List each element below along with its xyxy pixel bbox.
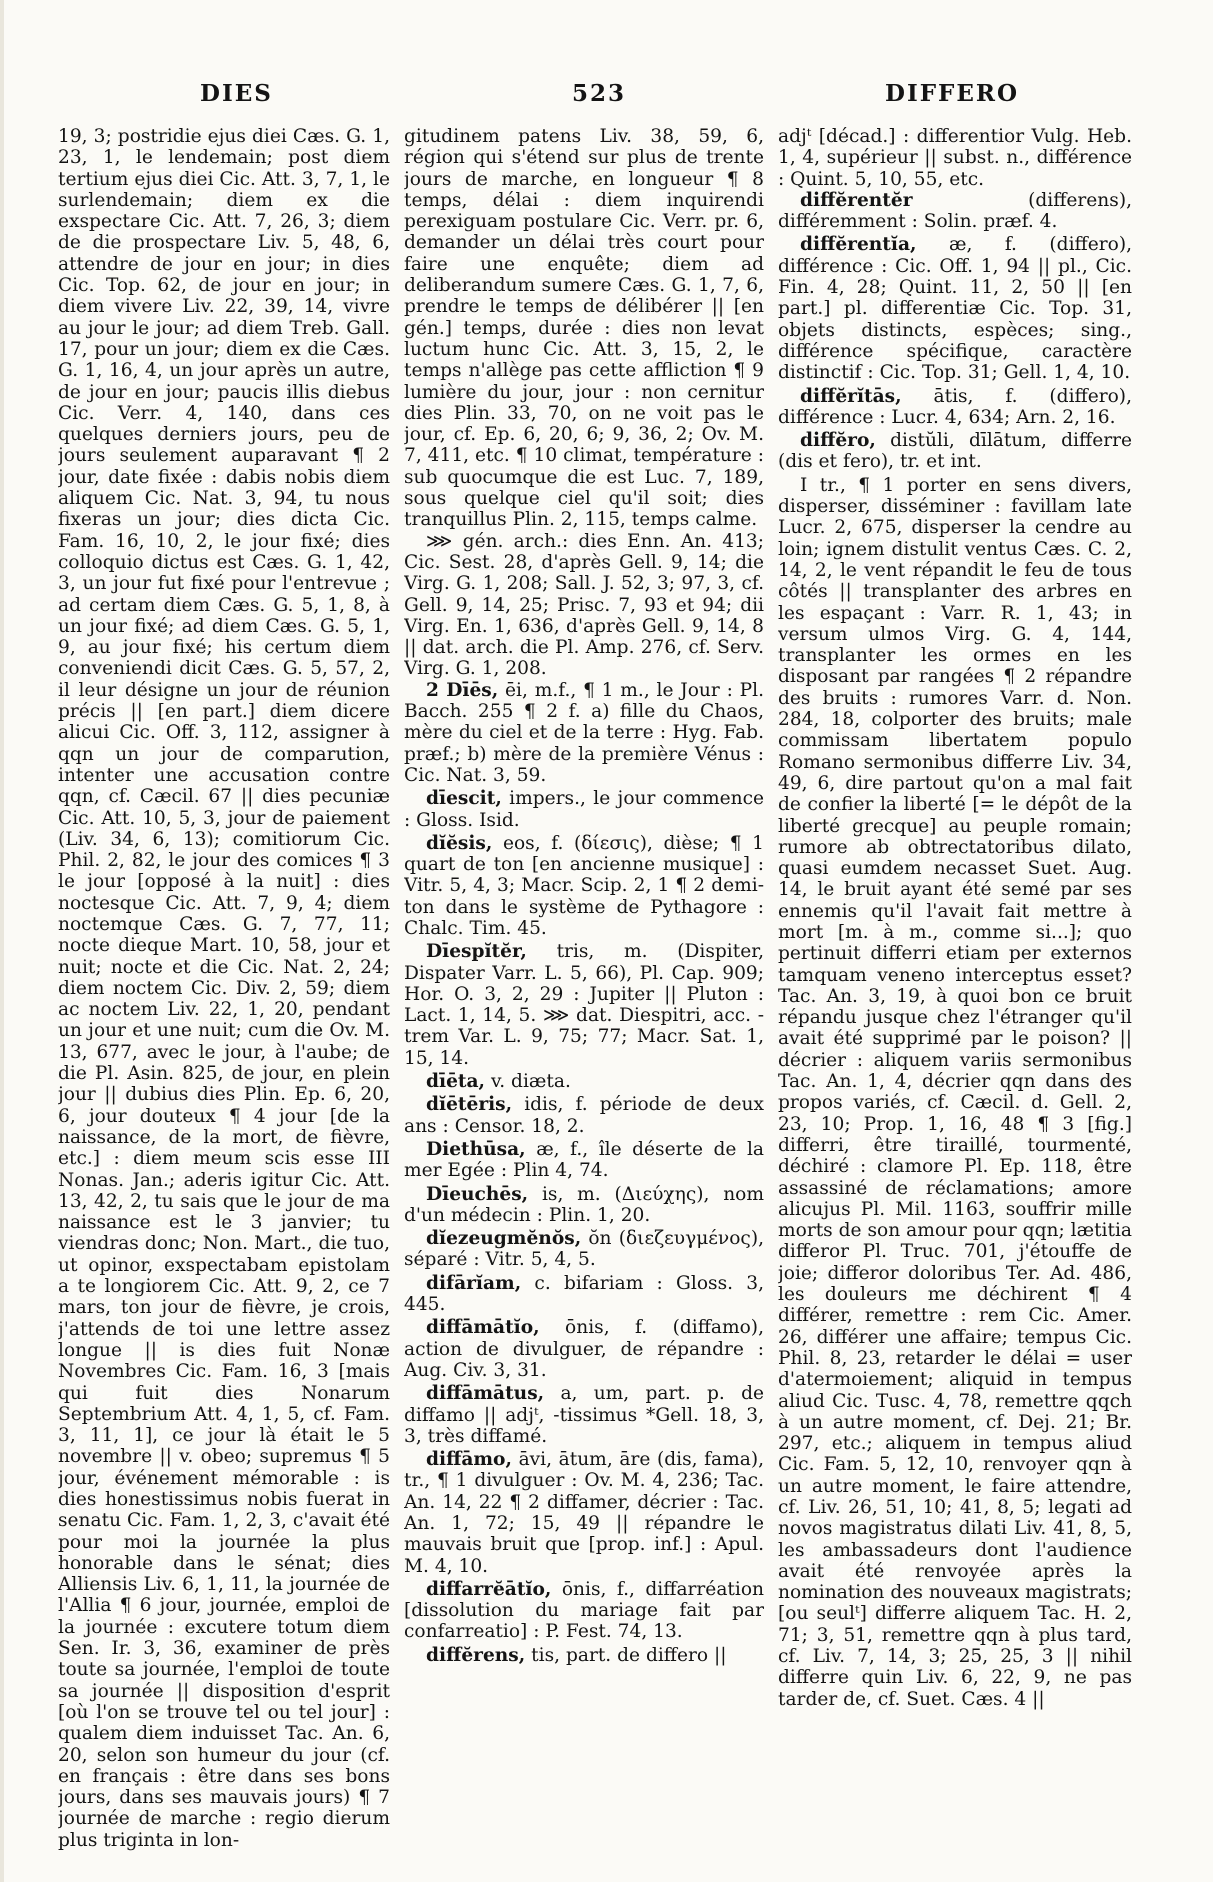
entry-sense-body: I tr., ¶ 1 porter en sens divers, disperser, disséminer : favillam late Lucr. 2, 675, disperser la cendre au loin; ignem distulit ventus Cæs. C. 2, 14, 2, le vent répandit le feu de tous côtés || transplanter des arbres en les espaçant : Varr. R. 1, 43; in versum ulmos Virg. G. 4, 144, transplanter les ormes en les disposant par rangées ¶ 2 répandre des bruits : rumores Varr. d. Non. 284, 18, colporter des bruits; male commissam libertatem populo Romano sermonibus differre Liv. 34, 49, 6, dire partout qu'on a mal fait de confier la liberté [= le dépôt de la liberté grecque] au peuple romain; rumore ab obtrectatoribus dilato, quasi eumdem necasset Suet. Aug. 14, le bruit ayant été semé par ses ennemis qu'il l'avait fait mettre à mort [m. à m., comme si...]; quo pertinuit differri etiam per externos tamquam veneno interceptus esset? Tac. An. 3, 19, à quoi bon ce bruit répandu jusque chez l'étranger qu'il avait été supprimé par le poison? || décrier : aliquem variis sermonibus Tac. An. 1, 4, décrier qqn dans des propos variés, cf. Cæcil. d. Gell. 2, 23, 10; Prop. 1, 16, 48 ¶ 3 [fig.] differri, être tiraillé, tourmenté, déchiré : clamore Pl. Ep. 118, être assassiné de réclamations; amore alicujus Pl. Mil. 1163, souffrir mille morts de son amour pour qqn; lætitia differor Pl. Truc. 701, j'étouffe de joie; differor doloribus Ter. Ad. 486, les douleurs me déchirent ¶ 4 différer, remettre : rem Cic. Amer. 26, différer une affaire; tempus Cic. Phil. 8, 23, retarder le délai = user d'atermoiement; aliquid in tempus aliud Cic. Tusc. 4, 78, remettre qqch à un autre moment, cf. Dej. 21; Br. 297, etc.; aliquem in tempus aliud Cic. Fam. 5, 12, 10, renvoyer qqn à un autre moment, le faire attendre, cf. Liv. 26, 51, 10; 41, 8, 5; legati ad novos magistratus dilati Liv. 41, 8, 5, les ambassadeurs dont l'audience avait été renvoyée après la nomination des nouveaux magistrats; [ou seulᵗ] differre aliquem Tac. H. 2, 71; 3, 51, remettre qqn à plus tard, cf. Liv. 7, 14, 3; 25, 25, 3 || nihil differre quin Liv. 6, 22, 9, ne pas tarder de, cf. Suet. Cæs. 4 || [778, 474, 1132, 1710]
entry-headword: dĭētēris, [426, 1094, 513, 1116]
entry-body: ŏn (διεζευγμένος), séparé : Vitr. 5, 4, 5. [404, 1228, 764, 1271]
column-2 [404, 126, 764, 1851]
entry-body: impers., le jour commence : Gloss. Isid. [404, 788, 764, 831]
entry-body: distŭli, dīlātum, differre (dis et fero), tr. et int. [778, 430, 1132, 473]
entry-body: āvi, ātum, āre (dis, fama), tr., ¶ 1 divulguer : Ov. M. 4, 236; Tac. An. 14, 22 ¶ 2 diffamer, décrier : Tac. An. 1, 72; 15, 49 || répandre le mauvais bruit que [prop. inf.] : Apul. M. 4, 10. [404, 1449, 764, 1577]
dictionary-entry [404, 1139, 764, 1182]
arch-note: ⋙ gén. arch.: dies Enn. An. 413; Cic. Sest. 28, d'après Gell. 9, 14; die Virg. G. 1, 208; Sall. J. 52, 3; 97, 3, cf. Gell. 9, 14, 25; Prisc. 7, 93 et 94; dii Virg. En. 1, 636, d'après Gell. 9, 14, 8 || dat. arch. die Pl. Amp. 276, cf. Serv. Virg. G. 1, 208. [404, 530, 764, 680]
entry-body: ōnis, f., diffarréation [dissolution du mariage fait par confarreatio] : P. Fest. 74, 13. [404, 1578, 764, 1643]
dictionary-entry [778, 190, 1132, 233]
dictionary-entry [404, 1317, 764, 1381]
entry-headword: 2 Dīēs, [426, 679, 499, 701]
entry-body: c. bifariam : Gloss. 3, 445. [404, 1272, 764, 1316]
dictionary-entry [404, 1449, 764, 1577]
entry-body: æ, f. (differo), différence : Cic. Off. 1, 94 || pl., Cic. Fin. 4, 28; Quint. 11, 2, 50 || [en part.] pl. differentiæ Cic. Top. 31, objets distincts, espèces; sing., différence spécifique, caractère distinctif : Cic. Top. 31; Gell. 1, 4, 10. [778, 234, 1132, 384]
entry-body: ātis, f. (differo), différence : Lucr. 4, 634; Arn. 2, 16. [778, 385, 1132, 428]
entry-headword: dīescit, [426, 788, 502, 810]
dictionary-entry [404, 1579, 764, 1643]
dictionary-entry [404, 833, 764, 939]
dictionary-entry [404, 1273, 764, 1316]
dictionary-entry [404, 1094, 764, 1137]
entry-headword: dīēta, [426, 1071, 486, 1093]
entry-body: (differens), différemment : Solin. præf. 4. [778, 189, 1132, 233]
entry-body: tris, m. (Dispiter, Dispater Varr. L. 5, 66), Pl. Cap. 909; Hor. O. 3, 2, 29 : Jupiter || Pluton : Lact. 1, 14, 5. ⋙ dat. Diespitri, acc. -trem Var. L. 9, 75; 77; Macr. Sat. 1, 15, 14. [404, 941, 764, 1069]
entry-headword: diffĕrentĕr [800, 189, 913, 211]
dictionary-entry [778, 386, 1132, 429]
header-right-guideword: DIFFERO [885, 80, 1020, 107]
entry-headword: diffarrĕātĭo, [426, 1578, 552, 1600]
entry-body: eos, f. (δίεσις), dièse; ¶ 1 quart de ton [en ancienne musique] : Vitr. 5, 4, 3; Macr. Scip. 2, 1 ¶ 2 demi-ton dans le système de Pythagore : Chalc. Tim. 45. [404, 832, 764, 939]
entry-body: idis, f. période de deux ans : Censor. 18, 2. [404, 1094, 764, 1137]
entry-headword: diffĕrĭtās, [800, 385, 902, 407]
column-1 [58, 126, 390, 1851]
entry-headword: diffĕrens, [426, 1644, 526, 1666]
entry-headword: dĭezeugmĕnŏs, [426, 1228, 582, 1250]
entry-headword: diffĕro, [800, 430, 876, 452]
column-3 [778, 126, 1132, 1851]
dictionary-entry [404, 1184, 764, 1227]
entry-headword: difārĭam, [426, 1272, 522, 1294]
dictionary-entry [404, 941, 764, 1069]
entry-headword: dĭĕsis, [426, 832, 493, 854]
entry-body: a, um, part. p. de diffamo || adjᵗ, -tissimus *Gell. 18, 3, 3, très diffamé. [404, 1383, 764, 1447]
entry-headword: diffāmātĭo, [426, 1317, 540, 1339]
dictionary-entry [404, 1228, 764, 1271]
entry-continuation: 19, 3; postridie ejus diei Cæs. G. 1, 23, 1, le lendemain; post diem tertium ejus diei Cic. Att. 3, 7, 1, le surlendemain; diem ex die exspectare Cic. Att. 7, 26, 3; diem de die prospectare Liv. 5, 48, 6, attendre de jour en jour; in dies Cic. Top. 62, de jour en jour; in diem vivere Liv. 22, 39, 14, vivre au jour le jour; ad diem Treb. Gall. 17, pour un jour; diem ex die Cæs. G. 1, 16, 4, un jour après un autre, de jour en jour; paucis illis diebus Cic. Verr. 4, 140, dans ces quelques derniers jours, peu de jours seulement auparavant ¶ 2 jour, date fixée : dabis nobis diem aliquem Cic. Nat. 3, 94, tu nous fixeras un jour; dies dicta Cic. Fam. 16, 10, 2, le jour fixé; dies colloquio dictus est Cæs. G. 1, 42, 3, un jour fut fixé pour l'entrevue ; ad certam diem Cæs. G. 5, 1, 8, à un jour fixé; ad diem Cæs. G. 5, 1, 9, au jour fixé; his certum diem conveniendi dicit Cæs. G. 5, 57, 2, il leur désigne un jour de réunion précis || [en part.] diem dicere alicui Cic. Off. 3, 112, assigner à qqn un jour de comparution, intenter une accusation contre qqn, cf. Cæcil. 67 || dies pecuniæ Cic. Att. 10, 5, 3, jour de paiement (Liv. 34, 6, 13); comitiorum Cic. Phil. 2, 82, le jour des comices ¶ 3 le jour [opposé à la nuit] : dies noctesque Cic. Att. 7, 9, 4; diem noctemque Cæs. G. 7, 77, 11; nocte dieque Mart. 10, 58, jour et nuit; nocte et die Cic. Nat. 2, 24; diem noctem Cic. Div. 2, 59; diem ac noctem Liv. 22, 1, 20, pendant un jour et une nuit; cum die Ov. M. 13, 677, avec le jour, à l'aube; de die Pl. Asin. 825, de jour, en plein jour || dubius dies Plin. Ep. 6, 20, 6, jour douteux ¶ 4 jour [de la naissance, de la mort, de fièvre, etc.] : diem meum scis esse III Nonas. Jan.; aderis igitur Cic. Att. 13, 42, 2, tu sais que le jour de ma naissance est le 3 janvier; tu viendras donc; Non. Mart., die tuo, ut opinor, exspectabam epistolam a te longiorem Cic. Att. 9, 2, ce 7 mars, ton jour de fièvre, je crois, j'attends de toi une lettre assez longue || is dies fuit Nonæ Novembres Cic. Fam. 16, 3 [mais qui fuit dies Nonarum Septembrium Att. 4, 1, 5, cf. Fam. 3, 11, 1], ce jour là était le 5 novembre || v. obeo; supremus ¶ 5 jour, événement mémorable : is dies honestissimus nobis fuerat in senatu Cic. Fam. 1, 2, 3, c'avait été pour moi la journée la plus honorable dans le sénat; dies Alliensis Liv. 6, 1, 11, la journée de l'Allia ¶ 6 jour, journée, emploi de la journée : excutere totum diem Sen. Ir. 3, 36, examiner de près toute sa journée, l'emploi de toute sa journée || disposition d'esprit [où l'on se trouve tel ou tel jour] : qualem diem induisset Tac. An. 6, 20, selon son humeur du jour (cf. en français : être dans ses bons jours, dans ses mauvais jours) ¶ 7 journée de marche : regio dierum plus triginta in lon- [58, 126, 390, 1851]
entry-headword: diffĕrentĭa, [800, 234, 917, 256]
page-number: 523 [572, 80, 627, 107]
entry-headword: Dīespĭtĕr, [426, 941, 527, 963]
entry-headword: Dīeuchēs, [426, 1183, 529, 1205]
entry-headword: Diethūsa, [426, 1138, 526, 1160]
entry-headword: diffāmātus, [426, 1383, 545, 1405]
dictionary-entry [404, 788, 764, 831]
dictionary-entry [778, 430, 1132, 473]
running-headers [0, 80, 1213, 114]
dictionary-entry [404, 1071, 764, 1092]
entry-body: ōnis, f. (diffamo), action de divulguer, de répandre : Aug. Civ. 3, 31. [404, 1317, 764, 1381]
entry-body: æ, f., île déserte de la mer Egée : Plin 4, 74. [404, 1138, 764, 1182]
dictionary-entry [404, 680, 764, 786]
entry-headword: diffāmo, [426, 1449, 512, 1471]
entry-continuation: adjᵗ [décad.] : differentior Vulg. Heb. 1, 4, supérieur || subst. n., différence : Quint. 5, 10, 55, etc. [778, 126, 1132, 190]
dictionary-entry [404, 1645, 764, 1666]
entry-body: ēi, m.f., ¶ 1 m., le Jour : Pl. Bacch. 255 ¶ 2 f. a) fille du Chaos, mère du ciel et de la terre : Hyg. Fab. præf.; b) mère de la première Vénus : Cic. Nat. 3, 59. [404, 679, 764, 786]
entry-body: tis, part. de differo || [531, 1644, 727, 1666]
page-gutter [0, 0, 4, 1882]
dictionary-entry [404, 1383, 764, 1447]
entry-body: is, m. (Διεύχης), nom d'un médecin : Plin. 1, 20. [404, 1183, 764, 1226]
dictionary-entry [778, 234, 1132, 383]
entry-continuation: gitudinem patens Liv. 38, 59, 6, région qui s'étend sur plus de trente jours de marche, en longueur ¶ 8 temps, délai : diem inquirendi perexiguam postulare Cic. Verr. pr. 6, demander un délai très court pour faire une enquête; diem ad deliberandum sumere Cæs. G. 1, 7, 6, prendre le temps de délibérer || [en gén.] temps, durée : dies non levat luctum hunc Cic. Att. 3, 15, 2, le temps n'allège pas cette affliction ¶ 9 lumière du jour, jour : non cernitur dies Plin. 33, 70, on ne voit pas le jour, cf. Ep. 6, 20, 6; 9, 36, 2; Ov. M. 7, 411, etc. ¶ 10 climat, température : sub quocumque die est Luc. 7, 189, sous quelque ciel qu'il soit; dies tranquillus Plin. 2, 115, temps calme. [404, 126, 764, 531]
entry-body: v. diæta. [490, 1071, 571, 1093]
header-left-guideword: DIES [200, 80, 273, 107]
